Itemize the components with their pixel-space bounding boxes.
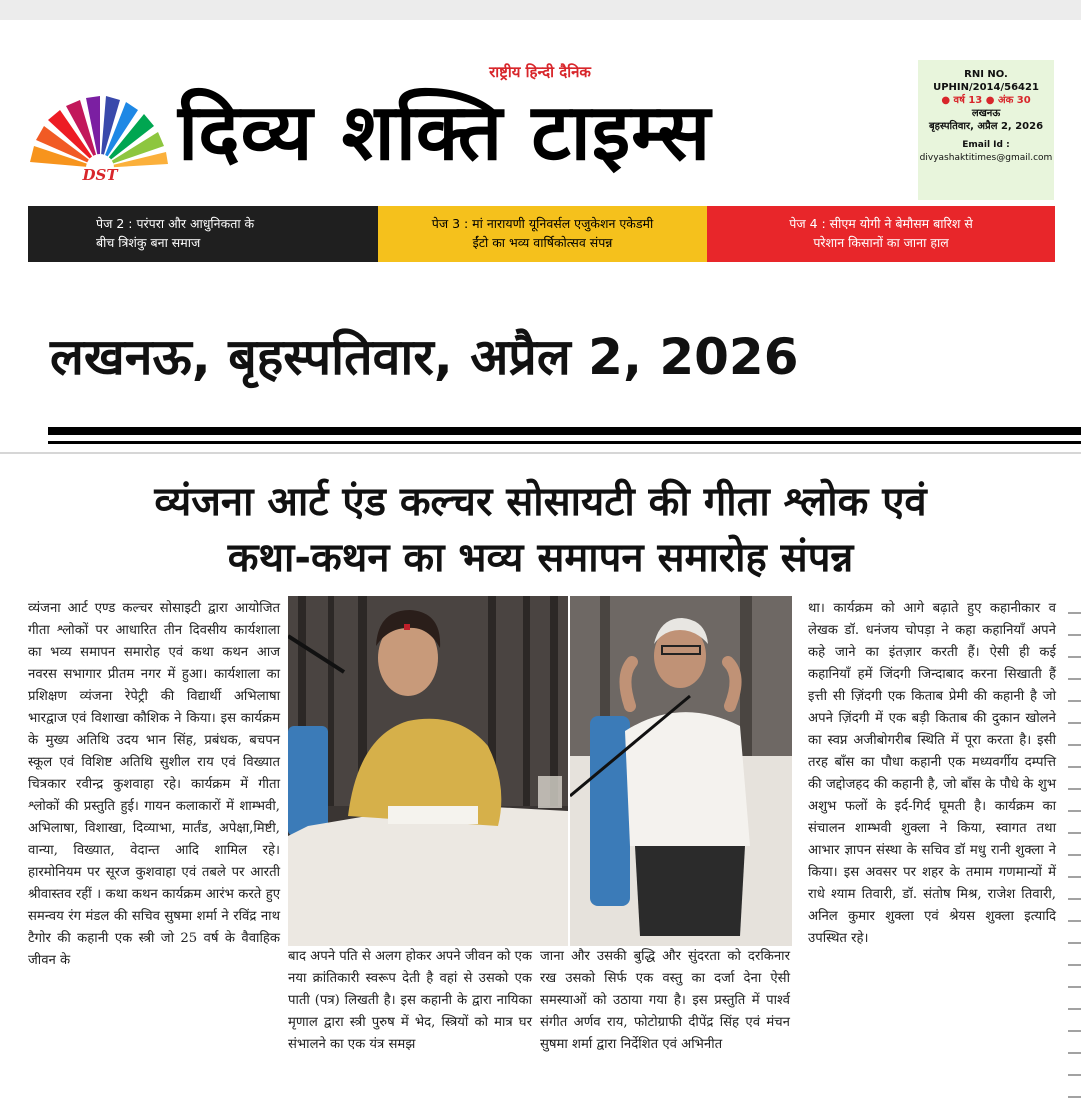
teaser-line: ईंटो का भव्य वार्षिकोत्सव संपन्न [472, 235, 613, 250]
teaser-line: बीच त्रिशंकु बना समाज [96, 235, 201, 250]
top-margin [0, 0, 1081, 20]
divider-faint [0, 452, 1081, 454]
headline-line: व्यंजना आर्ट एंड कल्चर सोसायटी की गीता श्लोक एवं [154, 479, 927, 525]
photo-man-speaker [570, 596, 792, 946]
article-headline [20, 474, 1061, 586]
rni-volume: ● वर्ष 13 ● अंक 30 [941, 95, 1031, 106]
article-column-3: जाना और उसकी बुद्धि और सुंदरता को दरकिनार रख उसको सिर्फ एक वस्तु का दर्जा देना ऐसी समस्याओं को उठाया गया है। इस प्रस्तुति में पार्श्व संगीत अर्णव राय, फोटोग्राफी दीपेंद्र सिंह एवं मंचन सुषमा शर्मा द्वारा निर्देशित एवं अभिनीत [540, 949, 790, 1052]
rni-label: RNI NO. [964, 69, 1008, 80]
masthead-title: दिव्य शक्ति टाइम्स [178, 88, 712, 178]
teaser-line: पेज 3 : मां नारायणी यूनिवर्सल एजुकेशन एकेडमी [431, 216, 654, 231]
rni-email-label: Email Id : [962, 140, 1010, 150]
rni-number: UPHIN/2014/56421 [933, 82, 1039, 93]
dst-logo [28, 96, 168, 188]
headline-line: कथा-कथन का भव्य समापन समारोह संपन्न [227, 535, 854, 581]
article-column-1: व्यंजना आर्ट एण्ड कल्चर सोसाइटी द्वारा आयोजित गीता श्लोकों पर आधारित तीन दिवसीय कार्यशाला का भव्य समापन समारोह एवं कथा कथन आज नवरस सभागार प्रीतम नगर में हुआ। कार्यशाला का प्रशिक्षण व्यंजना रेपेट्री की विद्यार्थी अभिलाषा भारद्वाज एवं विशाखा कौशिक ने किया। इस कार्यक्रम के मुख्य अतिथि उदय भान सिंह, प्रबंधक, बचपन स्कूल एवं विशिष्ट अतिथि सुशील राय एवं विख्यात चित्रकार रवीन्द्र कुशवाहा रहे। कार्यक्रम में गीता श्लोकों की प्रस्तुति हुई। गायन कलाकारों में शाम्भवी, अभिलाषा, विशाखा, दिव्याभा, मार्तंड, अपेक्षा,मिष्टी, वान्या, विख्यात, वेदान्त आदि शामिल रहे। हारमोनियम पर सूरज कुशवाहा एवं तबले पर आरती श्रीवास्तव रहीं । कथा कथन कार्यक्रम आरंभ करते हुए समन्वय रंग मंडल की सचिव सुषमा शर्मा ने रविंद्र नाथ टैगोर की कहानी एक स्त्री जो 25 वर्ष के वैवाहिक जीवन के [28, 601, 280, 968]
teaser-line: पेज 2 : परंपरा और आधुनिकता के [96, 216, 255, 231]
rni-email: divyashaktitimes@gmail.com [919, 153, 1053, 163]
page-teaser-3[interactable] [378, 206, 707, 262]
divider-rule [48, 427, 1081, 435]
adjacent-page-edge [1068, 598, 1081, 1098]
teaser-line: परेशान किसानों का जाना हाल [813, 235, 949, 250]
masthead-tagline: राष्ट्रीय हिन्दी दैनिक [489, 63, 591, 81]
page-teaser-4[interactable] [707, 206, 1055, 262]
logo-text: DST [82, 166, 118, 184]
rni-city: लखनऊ [971, 108, 1001, 119]
page-teaser-2[interactable] [28, 206, 378, 262]
rni-box [918, 60, 1054, 200]
divider-rule [48, 441, 1081, 444]
teaser-line: पेज 4 : सीएम योगी ने बेमौसम बारिश से [789, 216, 973, 231]
article-column-2: बाद अपने पति से अलग होकर अपने जीवन को एक नया क्रांतिकारी स्वरूप देती है वहां से उसको एक पाती (पत्र) लिखती है। इस कहानी के द्वारा नायिका मृणाल द्वारा स्त्री पुरुष में भेद, स्त्रियों को मात्र घर संभालने का एक यंत्र समझ [288, 949, 532, 1052]
photo-woman-speaker [288, 596, 568, 946]
rni-date: बृहस्पतिवार, अप्रैल 2, 2026 [928, 121, 1044, 132]
article-column-4: था। कार्यक्रम को आगे बढ़ाते हुए कहानीकार व लेखक डॉ. धनंजय चोपड़ा ने कहा कहानियाँ अपने कहे जाने का इंतज़ार करती हैं। ऐसी ही कई कहानियाँ हमें जिंदगी जिन्दाबाद करना सिखाती हैं इत्ती सी ज़िंदगी एक किताब प्रेमी की कहानी है जो अपने ज़िंदगी में एक बड़ी किताब की दुकान खोलने का स्वप्न अजीबोगरीब स्थिति में पूरा करता है। इसी तरह बाँस का पौधा कहानी एक मध्यवर्गीय दम्पत्ति की जद्दोजहद की कहानी है, जो बाँस के पौधे के शुभ अशुभ फलों के इर्द-गिर्द घूमती है। कार्यक्रम का संचालन शाम्भवी शुक्ला ने किया, स्वागत तथा आभार ज्ञापन संस्था के सचिव डॉ मधु रानी शुक्ला ने किया। इस अवसर पर शहर के तमाम गणमान्यों में राधे श्याम तिवारी, डॉ. संतोष मिश्र, राजेश तिवारी, अनिल कुमार शुक्ला एवं श्रेयस शुक्ला इत्यादि उपस्थित रहे। [808, 601, 1056, 946]
dateline: लखनऊ, बृहस्पतिवार, अप्रैल 2, 2026 [50, 328, 799, 386]
